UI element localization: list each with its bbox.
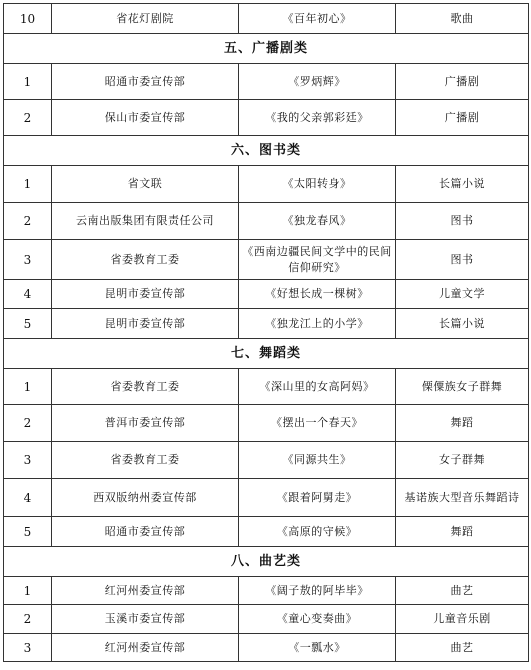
- row-unit: 云南出版集团有限责任公司: [52, 203, 239, 240]
- section-heading: 六、图书类: [4, 136, 529, 166]
- row-unit: 保山市委宣传部: [52, 100, 239, 136]
- row-unit: 省委教育工委: [52, 369, 239, 405]
- row-unit: 省文联: [52, 166, 239, 203]
- row-unit: 省花灯剧院: [52, 4, 239, 34]
- section-header-row: [4, 34, 529, 64]
- row-number: 2: [4, 100, 52, 136]
- row-type: 女子群舞: [396, 442, 529, 479]
- row-work: 《独龙江上的小学》: [239, 309, 396, 339]
- table-row: [4, 100, 529, 136]
- table-row: [4, 240, 529, 280]
- row-work: 《深山里的女高阿妈》: [239, 369, 396, 405]
- table-row: [4, 577, 529, 605]
- row-type: 舞蹈: [396, 517, 529, 547]
- row-work: 《童心变奏曲》: [239, 605, 396, 634]
- row-number: 4: [4, 280, 52, 309]
- table-row: [4, 280, 529, 309]
- table-row: [4, 517, 529, 547]
- section-header-row: [4, 547, 529, 577]
- table-row: [4, 405, 529, 442]
- row-unit: 昭通市委宣传部: [52, 64, 239, 100]
- row-unit: 省委教育工委: [52, 240, 239, 280]
- row-number: 3: [4, 442, 52, 479]
- row-type: 曲艺: [396, 577, 529, 605]
- row-type: 歌曲: [396, 4, 529, 34]
- row-work: 《阔子敖的阿毕毕》: [239, 577, 396, 605]
- row-work: 《罗炳辉》: [239, 64, 396, 100]
- row-type: 图书: [396, 203, 529, 240]
- row-type: 曲艺: [396, 634, 529, 662]
- row-number: 1: [4, 577, 52, 605]
- row-work: 《好想长成一棵树》: [239, 280, 396, 309]
- row-type: 儿童文学: [396, 280, 529, 309]
- row-type: 舞蹈: [396, 405, 529, 442]
- row-work: 《我的父亲郭彩廷》: [239, 100, 396, 136]
- table-row: [4, 369, 529, 405]
- section-heading: 七、舞蹈类: [4, 339, 529, 369]
- row-work: 《高原的守候》: [239, 517, 396, 547]
- row-type: 图书: [396, 240, 529, 280]
- row-number: 3: [4, 634, 52, 662]
- row-number: 2: [4, 405, 52, 442]
- table-row: [4, 309, 529, 339]
- row-number: 1: [4, 369, 52, 405]
- section-heading: 五、广播剧类: [4, 34, 529, 64]
- row-type: 广播剧: [396, 100, 529, 136]
- row-unit: 省委教育工委: [52, 442, 239, 479]
- row-number: 1: [4, 64, 52, 100]
- row-type: 儿童音乐剧: [396, 605, 529, 634]
- table-row: [4, 4, 529, 34]
- section-header-row: [4, 339, 529, 369]
- row-work: 《独龙春风》: [239, 203, 396, 240]
- row-unit: 普洱市委宣传部: [52, 405, 239, 442]
- row-number: 5: [4, 309, 52, 339]
- row-unit: 红河州委宣传部: [52, 634, 239, 662]
- row-unit: 昭通市委宣传部: [52, 517, 239, 547]
- row-number: 5: [4, 517, 52, 547]
- row-work: 《一瓢水》: [239, 634, 396, 662]
- row-number: 3: [4, 240, 52, 280]
- row-number: 10: [4, 4, 52, 34]
- row-work: 《百年初心》: [239, 4, 396, 34]
- table-row: [4, 64, 529, 100]
- row-number: 2: [4, 605, 52, 634]
- table-row: [4, 605, 529, 634]
- award-list-table: [3, 3, 529, 662]
- row-work: 《太阳转身》: [239, 166, 396, 203]
- row-work: 《摆出一个春天》: [239, 405, 396, 442]
- section-header-row: [4, 136, 529, 166]
- row-number: 2: [4, 203, 52, 240]
- row-unit: 昆明市委宣传部: [52, 280, 239, 309]
- row-type: 傈僳族女子群舞: [396, 369, 529, 405]
- row-type: 广播剧: [396, 64, 529, 100]
- table-row: [4, 634, 529, 662]
- table-row: [4, 203, 529, 240]
- table-row: [4, 442, 529, 479]
- row-unit: 玉溪市委宣传部: [52, 605, 239, 634]
- row-unit: 昆明市委宣传部: [52, 309, 239, 339]
- row-unit: 西双版纳州委宣传部: [52, 479, 239, 517]
- row-number: 4: [4, 479, 52, 517]
- table-row: [4, 166, 529, 203]
- row-type: 长篇小说: [396, 166, 529, 203]
- row-work: 《西南边疆民间文学中的民间信仰研究》: [239, 240, 396, 280]
- section-heading: 八、曲艺类: [4, 547, 529, 577]
- row-number: 1: [4, 166, 52, 203]
- row-work: 《同源共生》: [239, 442, 396, 479]
- table-body: [4, 4, 529, 662]
- row-type: 基诺族大型音乐舞蹈诗: [396, 479, 529, 517]
- row-type: 长篇小说: [396, 309, 529, 339]
- row-unit: 红河州委宣传部: [52, 577, 239, 605]
- row-work: 《跟着阿舅走》: [239, 479, 396, 517]
- table-row: [4, 479, 529, 517]
